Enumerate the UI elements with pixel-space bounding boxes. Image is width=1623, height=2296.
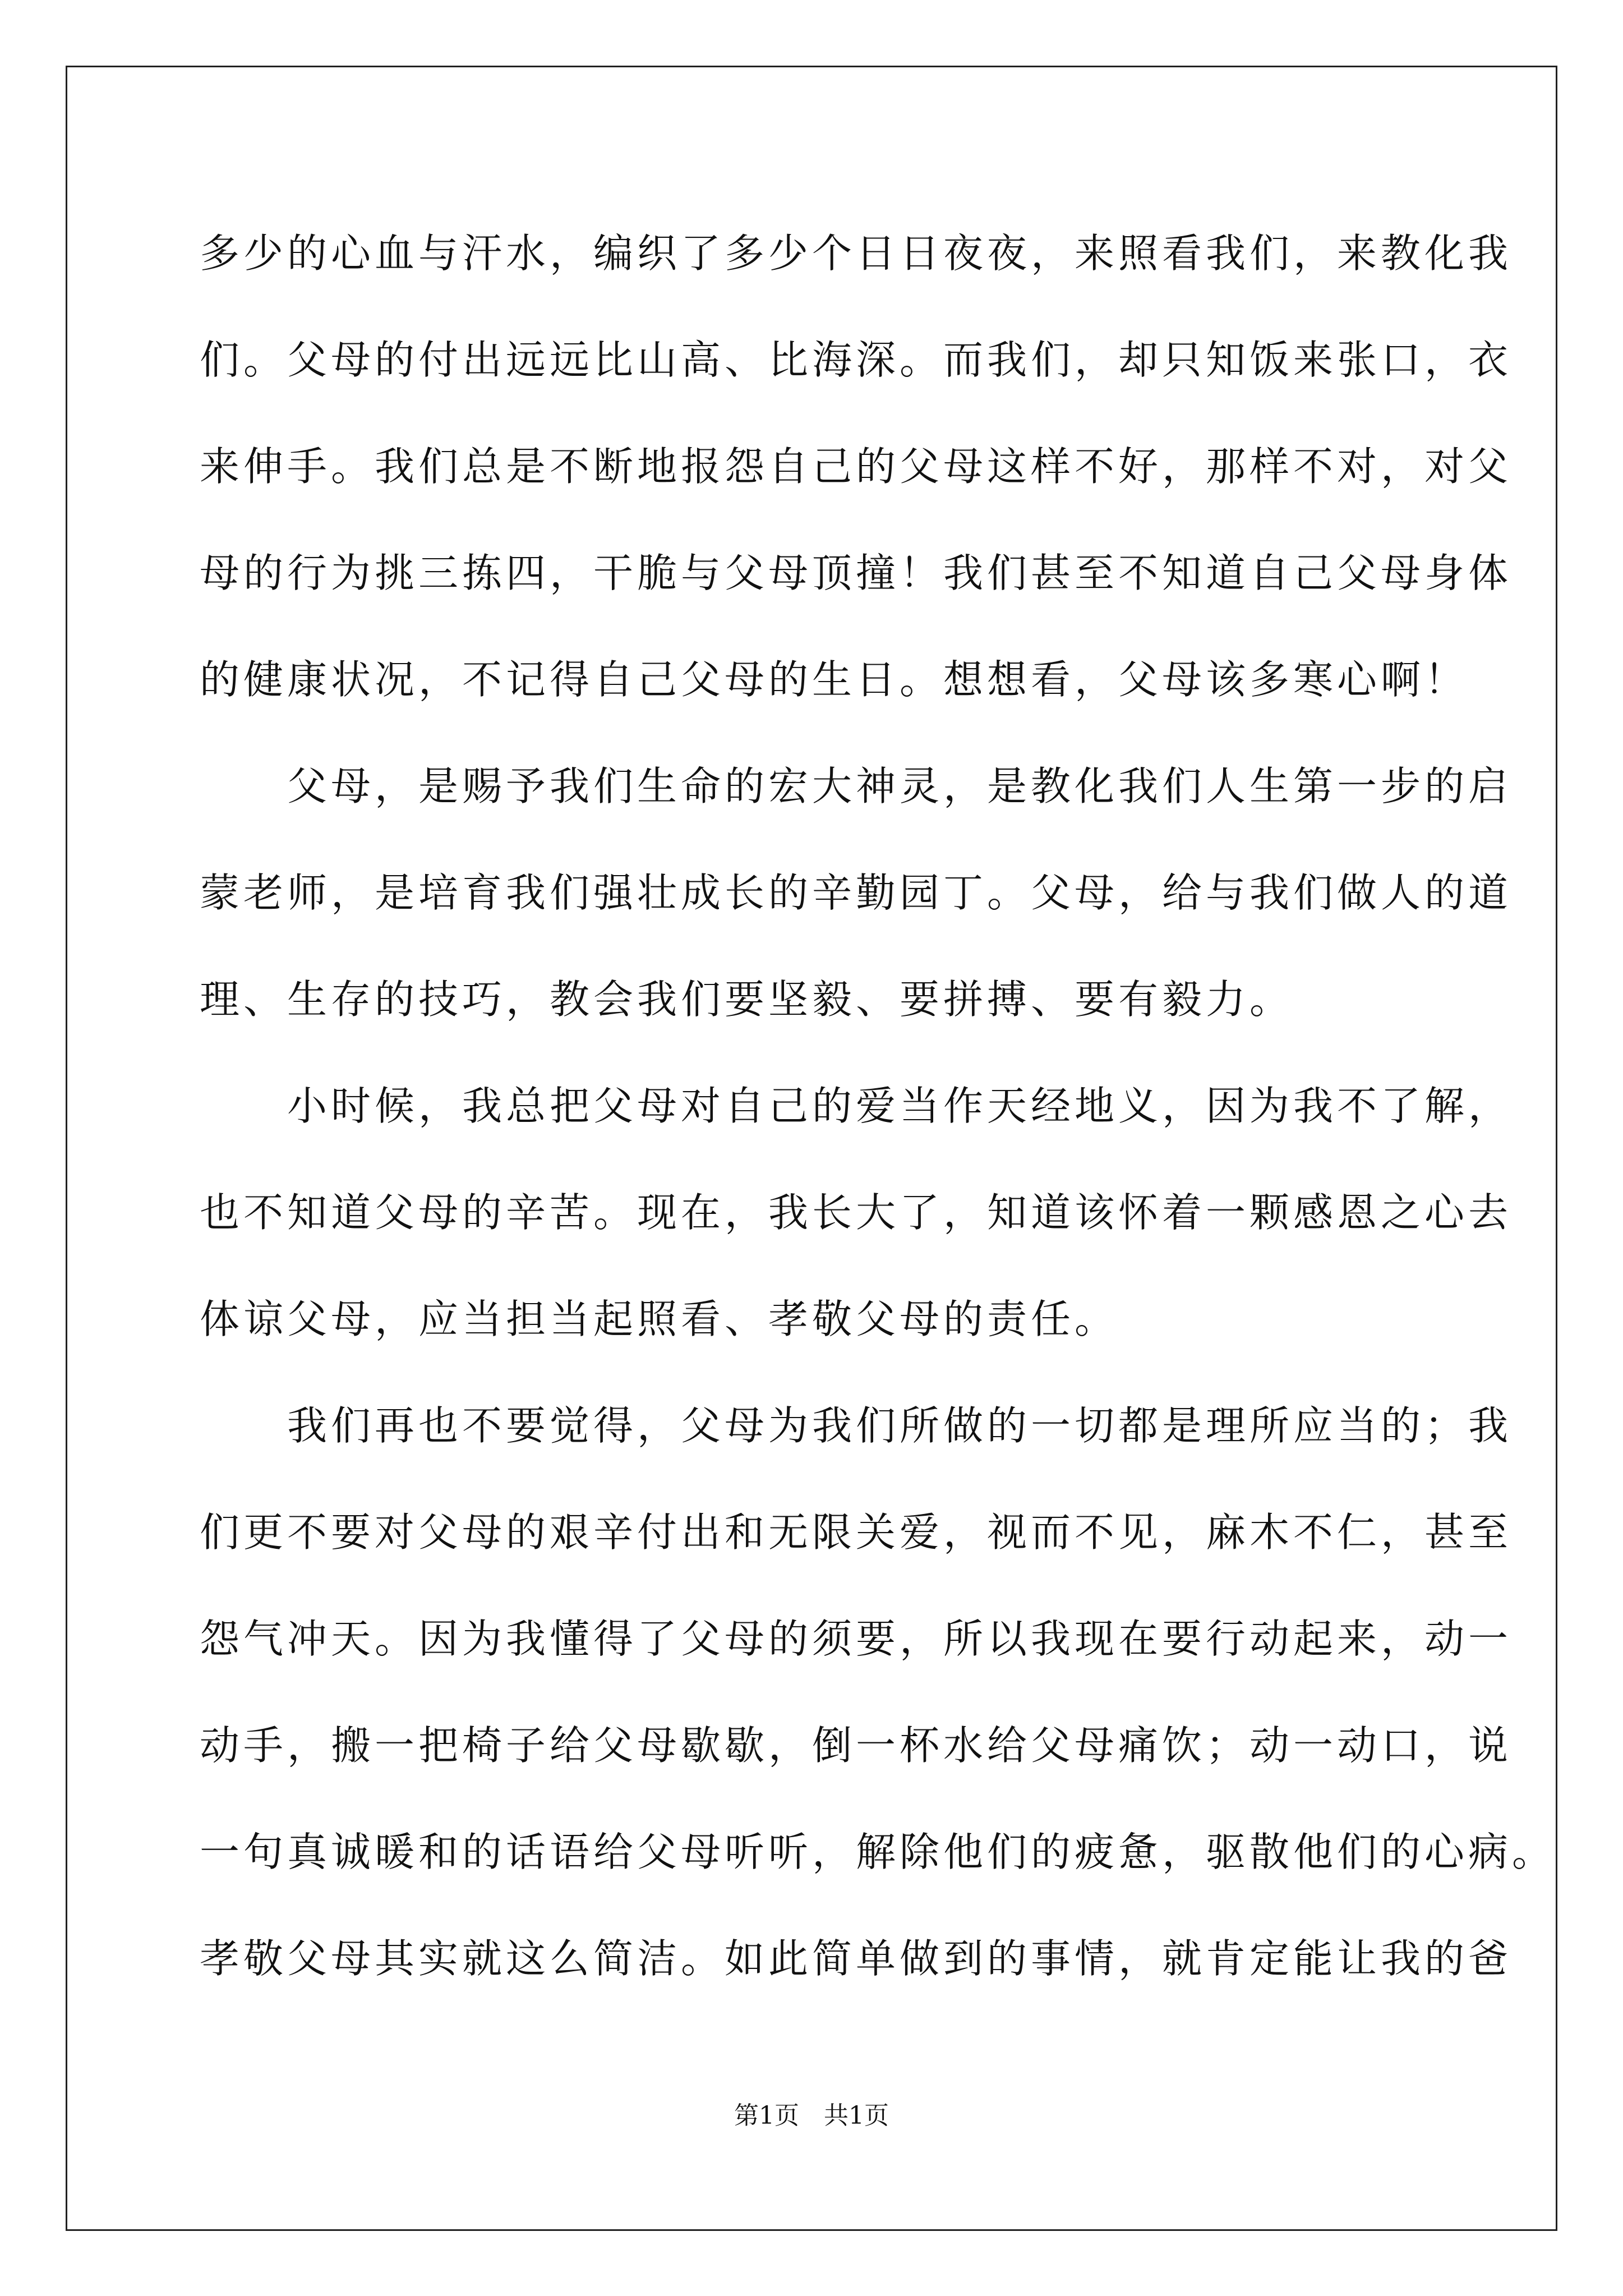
- text-line-2: 们。父母的付出远远比山高、比海深。而我们，却只知饭来张口，衣: [200, 337, 1513, 383]
- text-line-9: 小时候，我总把父母对自己的爱当作天经地义，因为我不了解，: [200, 1083, 1513, 1129]
- text-line-6: 父母，是赐予我们生命的宏大神灵，是教化我们人生第一步的启: [200, 763, 1513, 809]
- text-line-3: 来伸手。我们总是不断地报怨自己的父母这样不好，那样不对，对父: [200, 443, 1513, 490]
- page-footer: 第1页 共1页: [734, 2101, 889, 2130]
- text-line-14: 怨气冲天。因为我懂得了父母的须要，所以我现在要行动起来，动一: [200, 1616, 1513, 1662]
- text-line-5: 的健康状况，不记得自己父母的生日。想想看，父母该多寒心啊！: [200, 656, 1469, 703]
- text-line-15: 动手，搬一把椅子给父母歇歇，倒一杯水给父母痛饮；动一动口，说: [200, 1722, 1513, 1769]
- text-line-13: 们更不要对父母的艰辛付出和无限关爱，视而不见，麻木不仁，甚至: [200, 1509, 1513, 1556]
- text-line-16: 一句真诚暖和的话语给父母听听，解除他们的疲惫，驱散他们的心病。: [200, 1829, 1556, 1875]
- text-line-10: 也不知道父母的辛苦。现在，我长大了，知道该怀着一颗感恩之心去: [200, 1189, 1513, 1236]
- text-line-8: 理、生存的技巧，教会我们要坚毅、要拼搏、要有毅力。: [200, 976, 1294, 1023]
- text-line-17: 孝敬父母其实就这么简洁。如此简单做到的事情，就肯定能让我的爸: [200, 1935, 1513, 1982]
- text-line-1: 多少的心血与汗水，编织了多少个日日夜夜，来照看我们，来教化我: [200, 230, 1513, 277]
- text-line-7: 蒙老师，是培育我们强壮成长的辛勤园丁。父母，给与我们做人的道: [200, 869, 1513, 916]
- text-line-11: 体谅父母，应当担当起照看、孝敬父母的责任。: [200, 1296, 1119, 1342]
- text-line-12: 我们再也不要觉得，父母为我们所做的一切都是理所应当的；我: [200, 1402, 1513, 1449]
- text-line-4: 母的行为挑三拣四，干脆与父母顶撞！我们甚至不知道自己父母身体: [200, 550, 1513, 596]
- page-frame: [66, 66, 1557, 2231]
